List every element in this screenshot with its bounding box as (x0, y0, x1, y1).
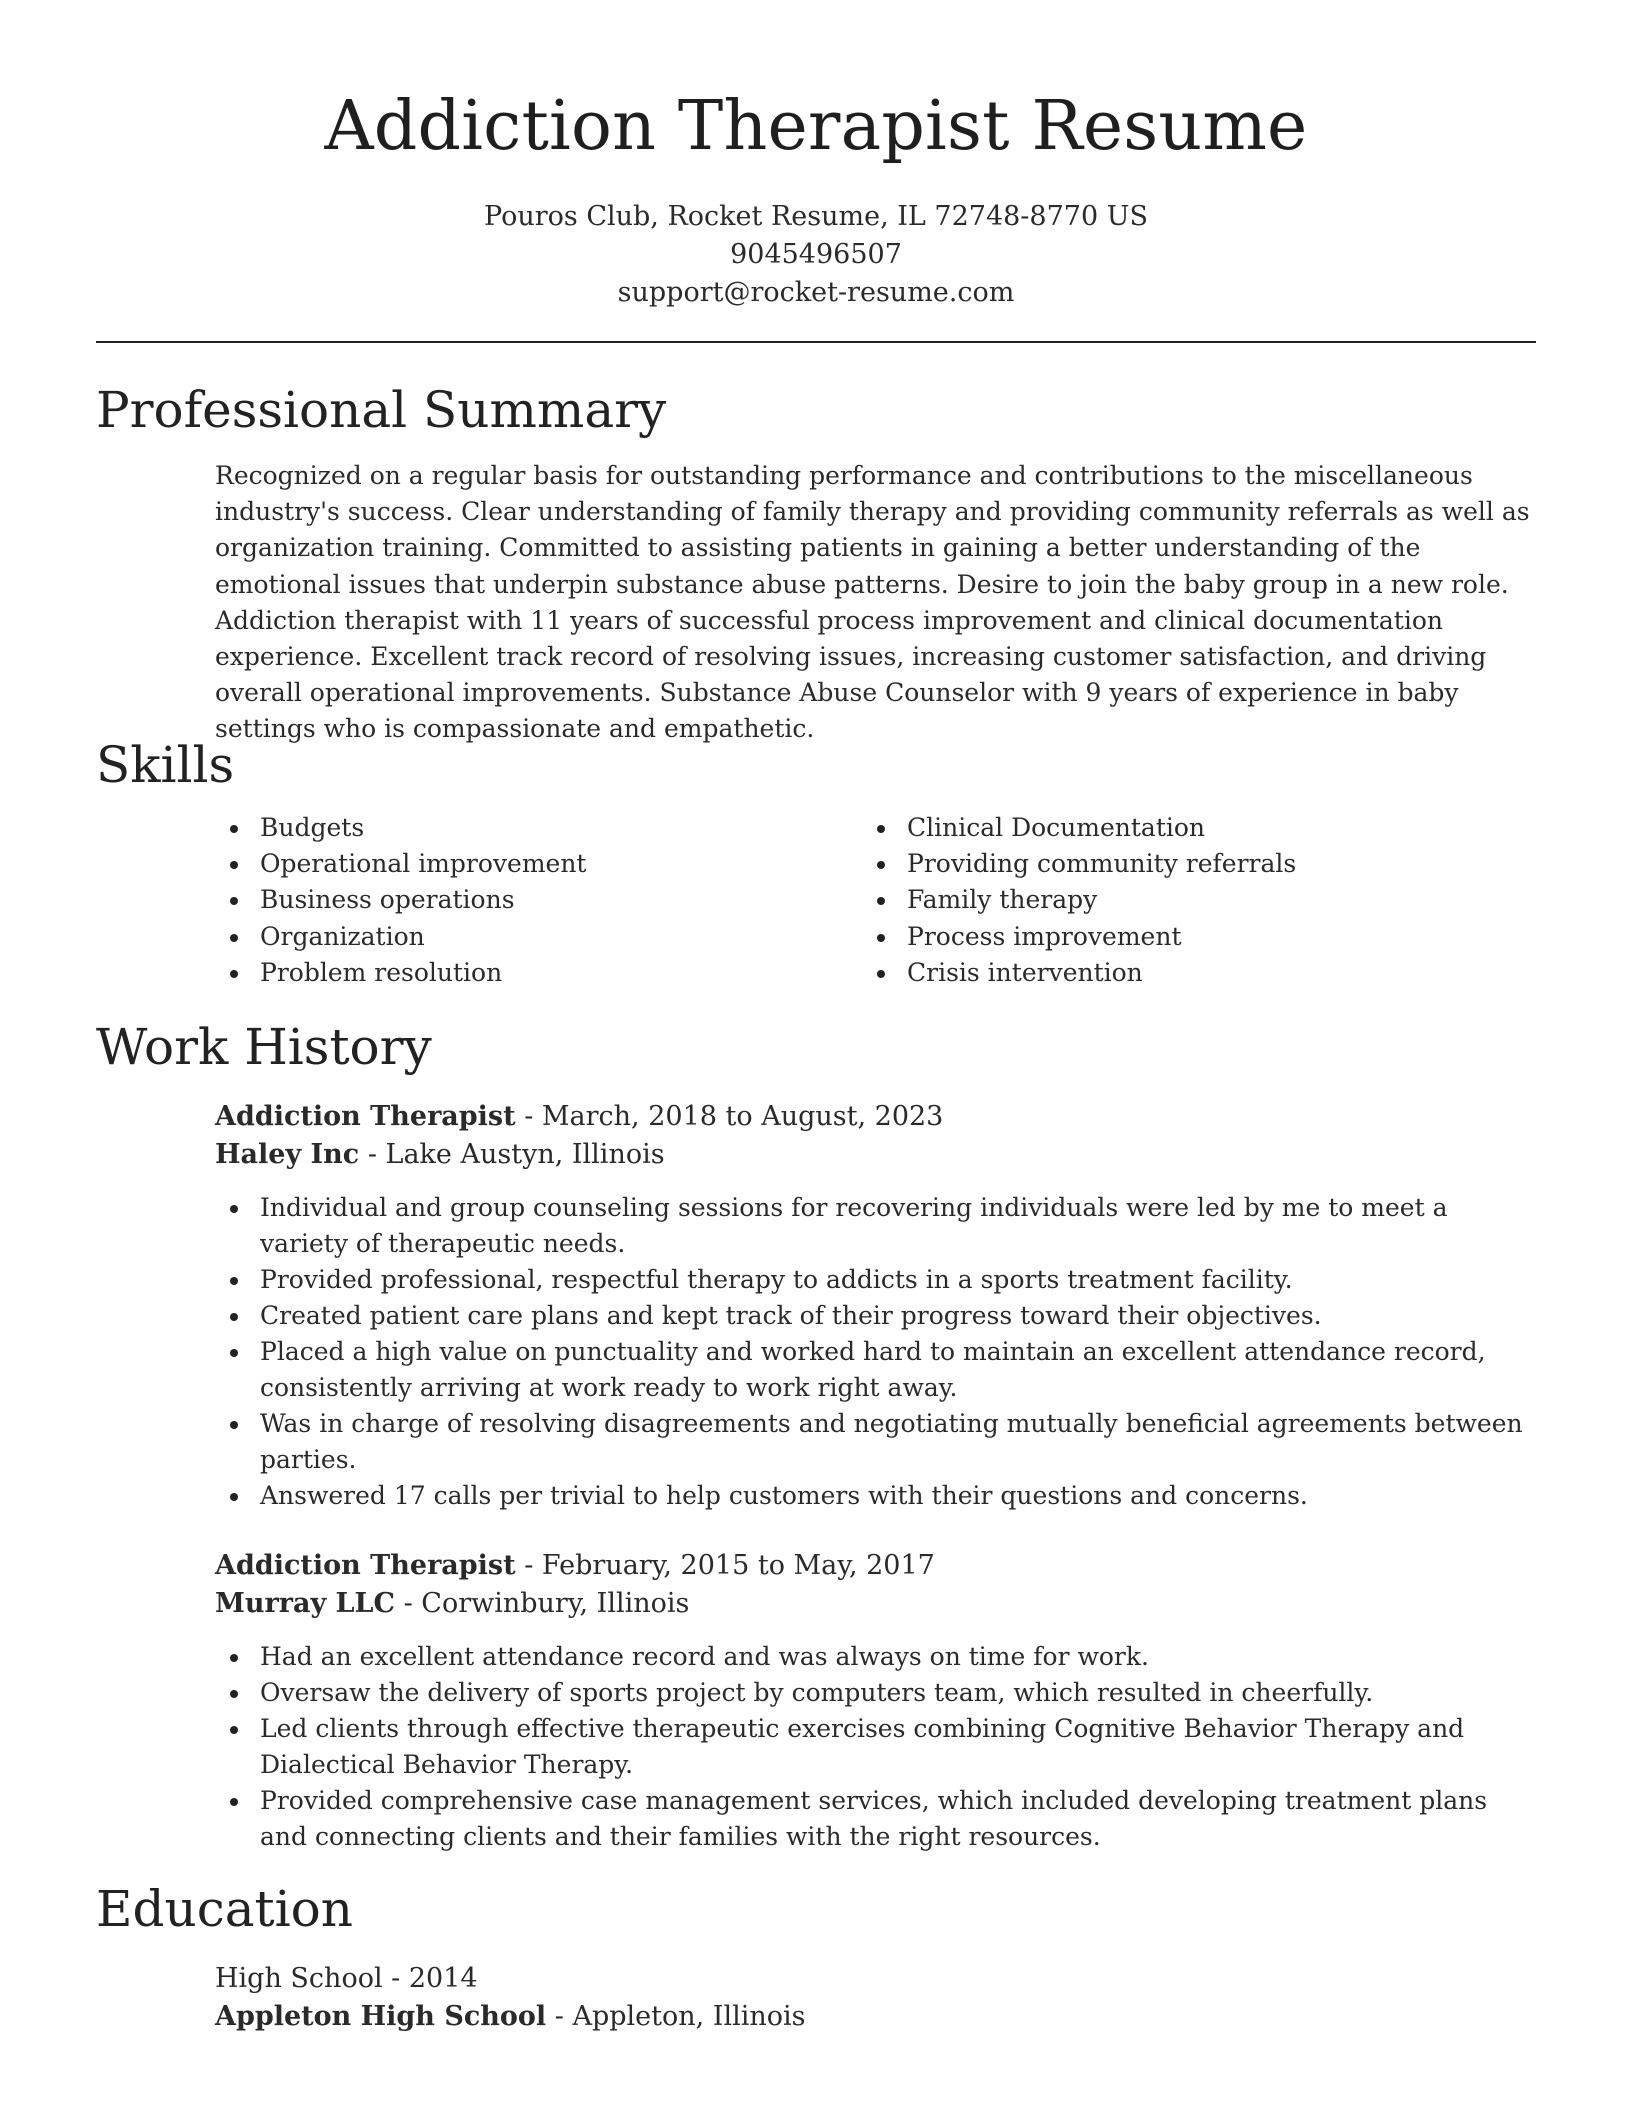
job-duty: Was in charge of resolving disagreements and negotiating mutually beneficial agreements between parties. (215, 1406, 1535, 1478)
summary-section (215, 458, 1535, 748)
job-location: - Lake Austyn, Illinois (359, 1139, 665, 1170)
education-degree: High School (215, 1963, 383, 1994)
skill-item: Crisis intervention (862, 955, 1509, 991)
job-duty: Had an excellent attendance record and was always on time for work. (215, 1639, 1535, 1675)
job-duty: Provided professional, respectful therapy to addicts in a sports treatment facility. (215, 1262, 1535, 1298)
contact-info (96, 198, 1536, 312)
education-entry (215, 1960, 1535, 2036)
job-duty: Answered 17 calls per trivial to help customers with their questions and concerns. (215, 1478, 1535, 1514)
job-duty: Created patient care plans and kept track of their progress toward their objectives. (215, 1298, 1535, 1334)
job-company-line (215, 1136, 1535, 1174)
header-divider (96, 341, 1536, 343)
skills-heading: Skills (96, 736, 235, 794)
job-dates: - March, 2018 to August, 2023 (515, 1101, 944, 1132)
job-duty: Led clients through effective therapeutic exercises combining Cognitive Behavior Therapy and Dialectical Behavior Therapy. (215, 1711, 1535, 1783)
summary-heading: Professional Summary (96, 381, 667, 439)
job-duty: Placed a high value on punctuality and worked hard to maintain an excellent attendance record, consistently arriving at work ready to work right away. (215, 1334, 1535, 1406)
phone: 9045496507 (730, 239, 902, 270)
education-school-line (215, 1998, 1535, 2036)
job-duties (215, 1190, 1535, 1514)
skill-item: Organization (215, 919, 862, 955)
job-location: - Corwinbury, Illinois (395, 1588, 690, 1619)
job-title-line (215, 1547, 1535, 1585)
job-entry (215, 1547, 1535, 1855)
job-duty: Provided comprehensive case management services, which included developing treatment plans and connecting clients and their families with the right resources. (215, 1783, 1535, 1855)
skill-item: Problem resolution (215, 955, 862, 991)
job-duties (215, 1639, 1535, 1855)
skill-item: Clinical Documentation (862, 810, 1509, 846)
job-role: Addiction Therapist (215, 1550, 516, 1581)
job-duty: Oversaw the delivery of sports project by computers team, which resulted in cheerfully. (215, 1675, 1535, 1711)
job-company: Haley Inc (215, 1139, 360, 1170)
skills-list-right (862, 810, 1509, 991)
education-school: Appleton High School (215, 2001, 547, 2032)
job-role: Addiction Therapist (215, 1101, 516, 1132)
address: Pouros Club, Rocket Resume, IL 72748-8770 US (484, 201, 1148, 232)
job-dates: - February, 2015 to May, 2017 (515, 1550, 935, 1581)
skill-item: Business operations (215, 882, 862, 918)
education-heading: Education (96, 1880, 353, 1938)
summary-text: Recognized on a regular basis for outstanding performance and contributions to the miscellaneous industry's success. Clear understanding of family therapy and providing community referrals as well as organization training. Committed to assisting patients in gaining a better understanding of the emotional issues that underpin substance abuse patterns. Desire to join the baby group in a new role. Addiction therapist with 11 years of successful process improvement and clinical documentation experience. Excellent track record of resolving issues, increasing customer satisfaction, and driving overall operational improvements. Substance Abuse Counselor with 9 years of experience in baby settings who is compassionate and empathetic. (215, 461, 1530, 744)
job-company-line (215, 1585, 1535, 1623)
skills-section (215, 810, 1535, 991)
resume-header (96, 80, 1536, 312)
skill-item: Family therapy (862, 882, 1509, 918)
skill-item: Process improvement (862, 919, 1509, 955)
skill-item: Providing community referrals (862, 846, 1509, 882)
education-location: - Appleton, Illinois (546, 2001, 806, 2032)
job-title-line (215, 1098, 1535, 1136)
job-company: Murray LLC (215, 1588, 396, 1619)
job-duty: Individual and group counseling sessions for recovering individuals were led by me to meet a variety of therapeutic needs. (215, 1190, 1535, 1262)
work-history-heading: Work History (96, 1018, 432, 1076)
email: support@rocket-resume.com (617, 277, 1015, 308)
education-year: - 2014 (382, 1963, 478, 1994)
skill-item: Budgets (215, 810, 862, 846)
skill-item: Operational improvement (215, 846, 862, 882)
skills-list-left (215, 810, 862, 991)
job-entry (215, 1098, 1535, 1514)
resume-title: Addiction Therapist Resume (324, 87, 1308, 166)
education-degree-line (215, 1960, 1535, 1998)
